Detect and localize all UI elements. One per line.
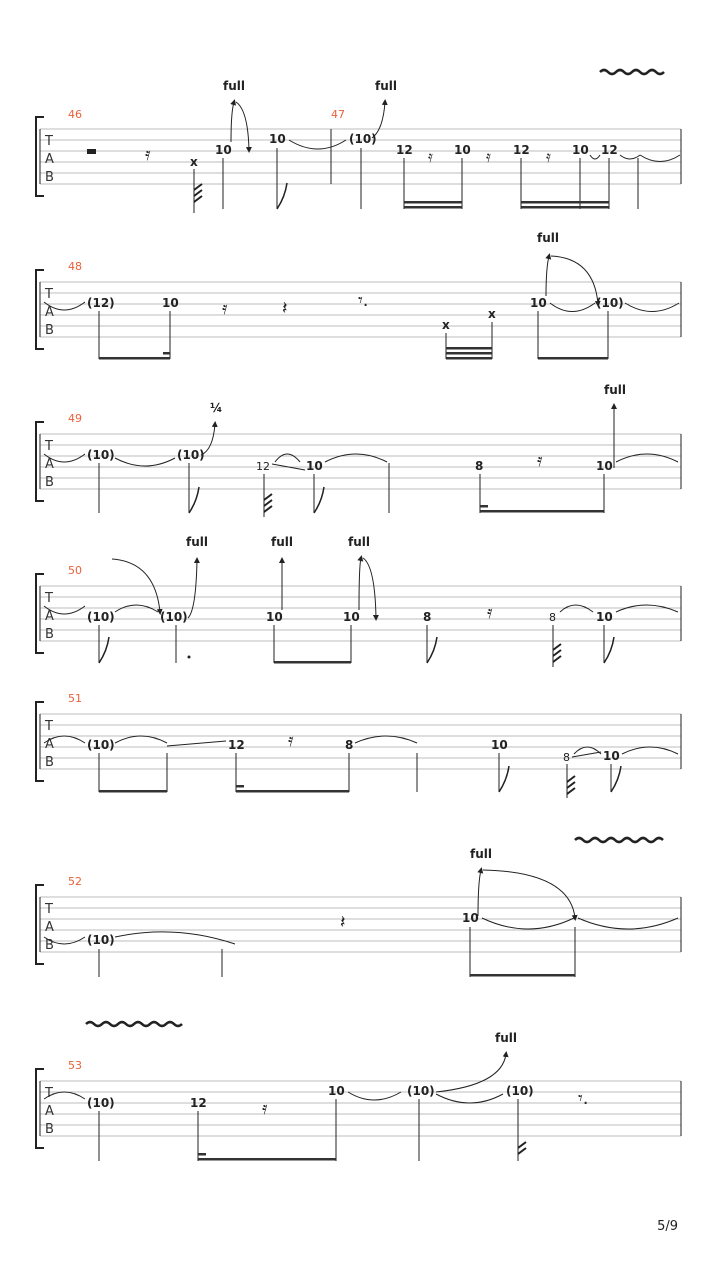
bend-label: full [348, 535, 370, 549]
fret-number: (10) [87, 610, 115, 624]
sixteenth-rest: 𝄿 [262, 1098, 268, 1119]
eighth-flag [499, 766, 509, 792]
fret-number: 12 [256, 460, 270, 473]
eighth-flag [611, 766, 621, 792]
bend-label: full [271, 535, 293, 549]
bend-label: full [375, 79, 397, 93]
half-rest [87, 149, 96, 154]
tremolo-flag [553, 644, 561, 662]
tremolo-flag [518, 1142, 526, 1154]
eighth-flag [314, 487, 324, 513]
tie [289, 140, 346, 149]
release-arrow [236, 102, 249, 150]
fret-number: 10 [162, 296, 179, 310]
dead-note: x [442, 318, 450, 332]
fret-number: (10) [596, 296, 624, 310]
fret-number: 12 [396, 143, 413, 157]
fret-number: (10) [160, 610, 188, 624]
tie [355, 736, 417, 743]
fret-number: 10 [215, 143, 232, 157]
tremolo-flag [264, 494, 272, 512]
bend-label: ¼ [210, 401, 223, 415]
fret-number: (10) [87, 933, 115, 947]
fret-number: 10 [603, 749, 620, 763]
tab-clef-b: B [45, 755, 54, 770]
bend-arrow [436, 1054, 506, 1092]
tab-clef-b: B [45, 938, 54, 953]
tremolo-flag [194, 184, 202, 202]
sixteenth-rest: 𝄿 [145, 144, 151, 165]
tab-clef-b: B [45, 170, 54, 185]
fret-number: 10 [343, 610, 360, 624]
fret-number: 8 [423, 610, 432, 624]
tie [578, 918, 678, 929]
fret-number: 10 [572, 143, 589, 157]
fret-number: (10) [87, 738, 115, 752]
tab-clef-a: A [45, 305, 54, 320]
tab-clef-a: A [45, 920, 54, 935]
tab-clef-b: B [45, 1122, 54, 1137]
fret-number: 10 [269, 132, 286, 146]
bend-arrow [359, 558, 361, 610]
bend-label: full [186, 535, 208, 549]
release-arrow [483, 870, 575, 918]
eighth-flag [189, 487, 199, 513]
sixteenth-rest: 𝄿 [537, 450, 543, 471]
tie [590, 155, 600, 159]
tab-clef-t: T [45, 287, 53, 302]
tab-clef-t: T [45, 134, 53, 149]
fret-number: (12) [87, 296, 115, 310]
fret-number: 10 [596, 459, 613, 473]
sixteenth-rest: 𝄿 [288, 730, 294, 751]
tie [640, 155, 680, 162]
tie [616, 454, 678, 462]
bend-arrow [478, 870, 481, 916]
tab-clef-t: T [45, 719, 53, 734]
system-7 [36, 1022, 681, 1161]
tab-clef-a: A [45, 457, 54, 472]
quarter-rest: 𝄽 [282, 298, 288, 319]
system-3 [36, 383, 681, 517]
system-5 [36, 692, 681, 798]
tab-clef-a: A [45, 152, 54, 167]
tab-clef-t: T [45, 591, 53, 606]
eighth-flag [277, 183, 287, 209]
sixteenth-rest: 𝄿 [428, 147, 433, 166]
dead-note: x [190, 155, 198, 169]
fret-number: 12 [513, 143, 530, 157]
bend-arrow [231, 102, 234, 142]
eighth-rest-dotted: 𝄾. [358, 290, 369, 311]
fret-number: 8 [563, 751, 570, 764]
measure-number: 52 [68, 875, 82, 888]
tie [115, 932, 235, 944]
vibrato-mark [575, 838, 663, 842]
tab-clef-a: A [45, 737, 54, 752]
bend-label: full [470, 847, 492, 861]
measure-number: 46 [68, 108, 82, 121]
bend-arrow [546, 256, 549, 296]
fret-number: 10 [491, 738, 508, 752]
tie [275, 454, 300, 462]
fret-number: 10 [328, 1084, 345, 1098]
fret-number: 12 [601, 143, 618, 157]
tremolo-flag [567, 776, 575, 794]
measure-number: 49 [68, 412, 82, 425]
page-number: 5/9 [657, 1219, 678, 1234]
measure-number: 50 [68, 564, 82, 577]
measure-number: 47 [331, 108, 345, 121]
tab-clef-b: B [45, 627, 54, 642]
tie [482, 918, 574, 929]
fret-number: (10) [349, 132, 377, 146]
fret-number: (10) [177, 448, 205, 462]
fret-number: 10 [306, 459, 323, 473]
tie [348, 1092, 401, 1100]
tab-clef-t: T [45, 902, 53, 917]
tab-clef-t: T [45, 1086, 53, 1101]
bend-label: full [495, 1031, 517, 1045]
bend-label: full [604, 383, 626, 397]
sixteenth-rest: 𝄿 [486, 147, 491, 166]
tie [436, 1094, 503, 1103]
fret-number: 12 [228, 738, 245, 752]
dot [188, 656, 191, 659]
slide-line [167, 741, 226, 746]
tab-clef-a: A [45, 1104, 54, 1119]
tab-clef-a: A [45, 609, 54, 624]
fret-number: (10) [506, 1084, 534, 1098]
quarter-rest: 𝄽 [340, 912, 346, 933]
system-4 [36, 535, 681, 667]
slide-line [572, 752, 601, 757]
tab-clef-b: B [45, 475, 54, 490]
system-1 [36, 70, 681, 213]
sixteenth-rest: 𝄿 [222, 298, 228, 319]
tab-clef [44, 134, 54, 185]
vibrato-mark [86, 1022, 182, 1026]
release-arrow [363, 558, 376, 618]
tie [115, 736, 167, 743]
sixteenth-rest: 𝄿 [546, 147, 551, 166]
fret-number: (10) [407, 1084, 435, 1098]
release-arrow [551, 256, 598, 304]
tie [622, 747, 678, 754]
measure-number: 51 [68, 692, 82, 705]
bend-label: full [537, 231, 559, 245]
tie [620, 155, 640, 159]
sixteenth-rest: 𝄿 [487, 602, 493, 623]
dead-note: x [488, 307, 496, 321]
fret-number: 8 [475, 459, 484, 473]
fret-number: 8 [345, 738, 354, 752]
tab-clef-b: B [45, 323, 54, 338]
vibrato-mark [600, 70, 664, 74]
measure-number: 48 [68, 260, 82, 273]
tie [325, 454, 387, 462]
bend-label: full [223, 79, 245, 93]
tab-clef-t: T [45, 439, 53, 454]
system-6 [36, 838, 681, 977]
eighth-rest-dotted: 𝄾. [578, 1088, 589, 1109]
fret-number: 12 [190, 1096, 207, 1110]
system-2 [36, 231, 681, 360]
fret-number: 10 [530, 296, 547, 310]
measure-number: 53 [68, 1059, 82, 1072]
fret-number: 10 [596, 610, 613, 624]
fret-number: (10) [87, 448, 115, 462]
fret-number: 10 [266, 610, 283, 624]
bend-arrow [188, 560, 197, 618]
fret-number: (10) [87, 1096, 115, 1110]
fret-number: 10 [454, 143, 471, 157]
fret-number: 10 [462, 911, 479, 925]
fret-number: 8 [549, 611, 556, 624]
tie [115, 458, 175, 466]
